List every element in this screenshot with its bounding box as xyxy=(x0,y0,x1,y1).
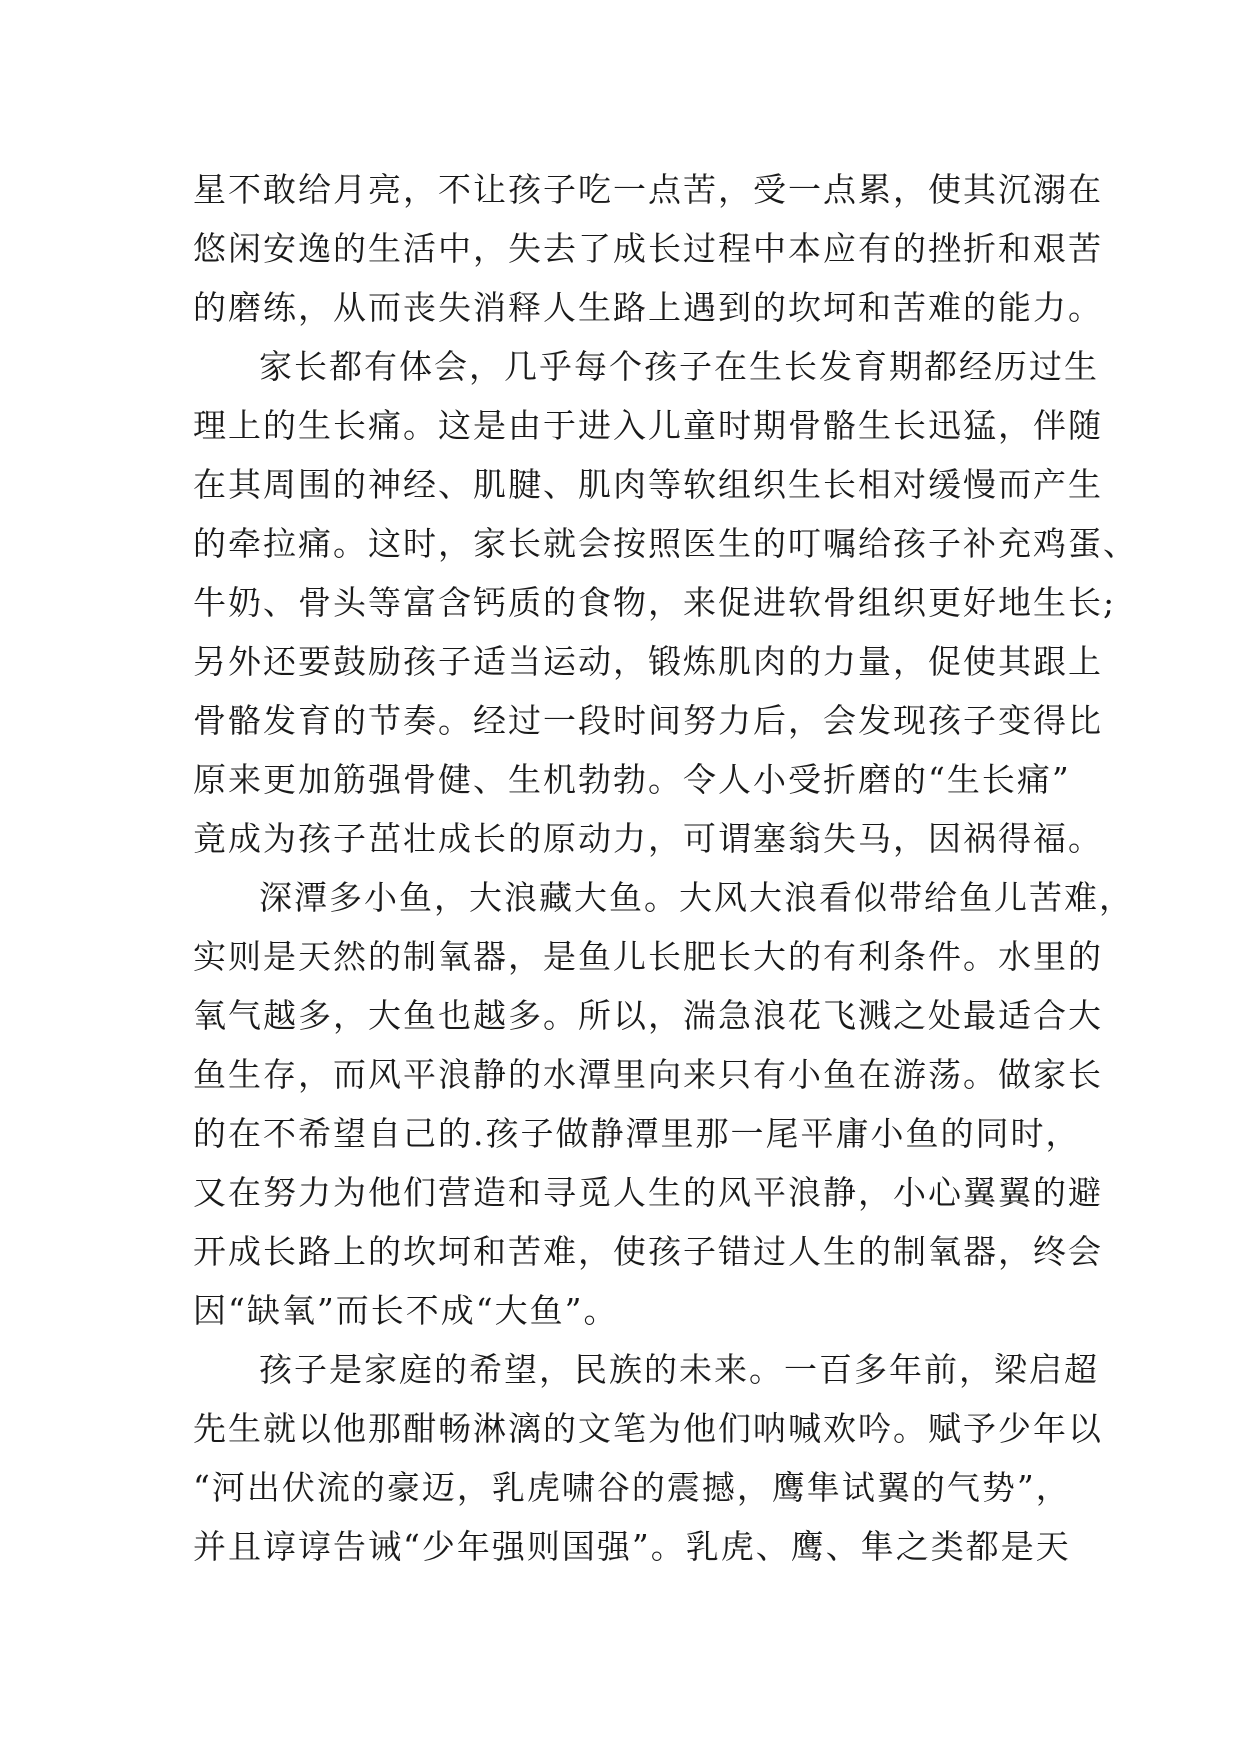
text-line-paragraph-end: 因“缺氧”而长不成“大鱼”。 xyxy=(193,1291,619,1330)
text-line: 另外还要鼓励孩子适当运动，锻炼肌肉的力量，促使其跟上 xyxy=(193,642,1103,681)
text-line: 牛奶、骨头等富含钙质的食物，来促进软骨组织更好地生长; xyxy=(193,583,1117,622)
text-line: 又在努力为他们营造和寻觅人生的风平浪静，小心翼翼的避 xyxy=(193,1173,1103,1212)
text-line: 的在不希望自己的.孩子做静潭里那一尾平庸小鱼的同时， xyxy=(193,1114,1081,1153)
text-line-paragraph-start: 家长都有体会，几乎每个孩子在生长发育期都经历过生 xyxy=(259,347,1099,386)
text-line: 鱼生存，而风平浪静的水潭里向来只有小鱼在游荡。做家长 xyxy=(193,1055,1103,1094)
text-line: 骨骼发育的节奏。经过一段时间努力后，会发现孩子变得比 xyxy=(193,701,1103,740)
text-line: 星不敢给月亮，不让孩子吃一点苦，受一点累，使其沉溺在 xyxy=(193,170,1103,209)
text-line: 在其周围的神经、肌腱、肌肉等软组织生长相对缓慢而产生 xyxy=(193,465,1103,504)
text-line: 竟成为孩子茁壮成长的原动力，可谓塞翁失马，因祸得福。 xyxy=(193,819,1103,858)
text-line: 开成长路上的坎坷和苦难，使孩子错过人生的制氧器，终会 xyxy=(193,1232,1103,1271)
text-line: 实则是天然的制氧器，是鱼儿长肥长大的有利条件。水里的 xyxy=(193,937,1103,976)
text-line: 理上的生长痛。这是由于进入儿童时期骨骼生长迅猛，伴随 xyxy=(193,406,1103,445)
text-line: 的牵拉痛。这时，家长就会按照医生的叮嘱给孩子补充鸡蛋、 xyxy=(193,524,1138,563)
text-line: 原来更加筋强骨健、生机勃勃。令人小受折磨的“生长痛” xyxy=(193,760,1071,799)
text-line-paragraph-start: 孩子是家庭的希望，民族的未来。一百多年前，梁启超 xyxy=(259,1350,1099,1389)
text-line: 的磨练，从而丧失消释人生路上遇到的坎坷和苦难的能力。 xyxy=(193,288,1103,327)
body-text xyxy=(193,160,1138,1576)
text-line: 悠闲安逸的生活中，失去了成长过程中本应有的挫折和艰苦 xyxy=(193,229,1103,268)
text-line-paragraph-start: 深潭多小鱼，大浪藏大鱼。大风大浪看似带给鱼儿苦难， xyxy=(259,878,1134,917)
text-line: 先生就以他那酣畅淋漓的文笔为他们呐喊欢吟。赋予少年以 xyxy=(193,1409,1103,1448)
text-line: 并且谆谆告诫“少年强则国强”。乳虎、鹰、隼之类都是天 xyxy=(193,1527,1071,1566)
text-line: 氧气越多，大鱼也越多。所以，湍急浪花飞溅之处最适合大 xyxy=(193,996,1103,1035)
text-line: “河出伏流的豪迈，乳虎啸谷的震撼，鹰隼试翼的气势”， xyxy=(193,1468,1071,1507)
